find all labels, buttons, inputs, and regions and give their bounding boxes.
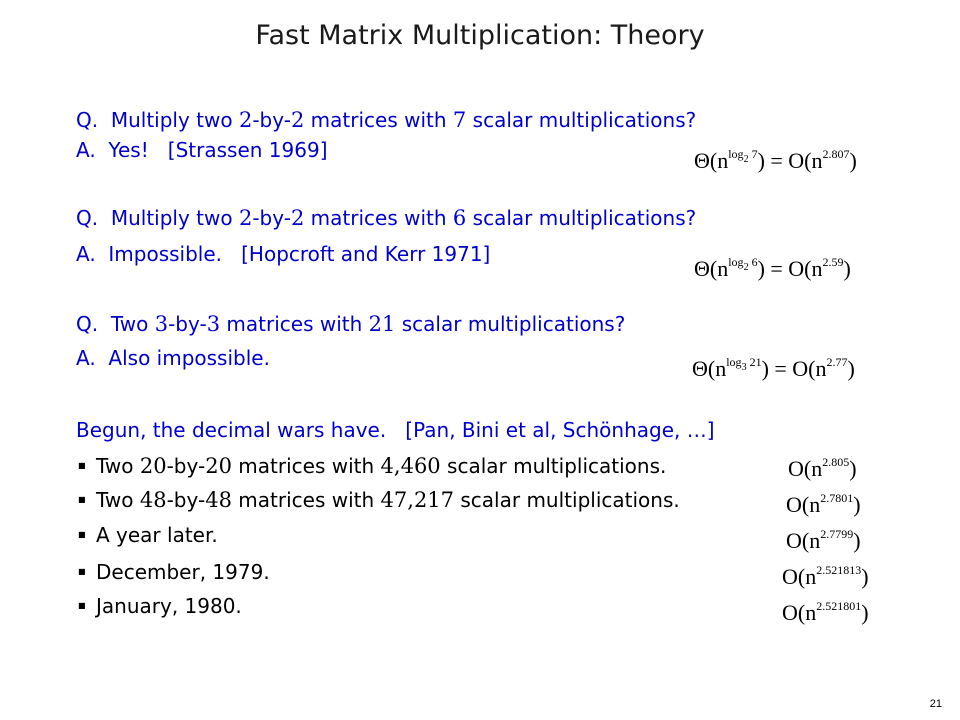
list-item: Two 48-by-48 matrices with 47,217 scalar multiplications. [96, 488, 680, 512]
formula-3: $\Theta(n^{log_3 21}) = O(n^{2.77})$ [692, 355, 855, 381]
slide-title: Fast Matrix Multiplication: Theory [255, 20, 705, 51]
bullet-icon: ■ [78, 530, 86, 539]
list-item: December, 1979. [96, 560, 270, 584]
formula-bullet-3: $O(n^{2.7799})$ [786, 527, 861, 553]
formula-bullet-5: $O(n^{2.521801})$ [782, 599, 869, 625]
formula-1: $\Theta(n^{log_2 7}) = O(n^{2.807})$ [694, 147, 857, 173]
answer-3: A. Also impossible. [76, 346, 270, 370]
question-2: Q. Multiply two 2-by-2 matrices with 6 scalar multiplications? [76, 206, 697, 230]
formula-bullet-4: $O(n^{2.521813})$ [782, 563, 869, 589]
list-item: Two 20-by-20 matrices with 4,460 scalar multiplications. [96, 454, 667, 478]
question-1: Q. Multiply two 2-by-2 matrices with 7 scalar multiplications? [76, 108, 697, 132]
bullet-icon: ■ [78, 567, 86, 576]
bullet-icon: ■ [78, 461, 86, 470]
list-item: January, 1980. [96, 594, 242, 618]
list-item: A year later. [96, 523, 218, 547]
formula-2: $\Theta(n^{log_2 6}) = O(n^{2.59})$ [694, 255, 851, 281]
wars-intro: Begun, the decimal wars have. [Pan, Bini et al, Schönhage, …] [76, 418, 715, 442]
bullet-icon: ■ [78, 601, 86, 610]
answer-2: A. Impossible. [Hopcroft and Kerr 1971] [76, 242, 491, 266]
answer-1: A. Yes! [Strassen 1969] [76, 138, 328, 162]
formula-bullet-1: $O(n^{2.805})$ [788, 455, 857, 481]
page-number: 21 [929, 698, 942, 710]
question-3: Q. Two 3-by-3 matrices with 21 scalar multiplications? [76, 312, 626, 336]
bullet-icon: ■ [78, 495, 86, 504]
formula-bullet-2: $O(n^{2.7801})$ [786, 491, 861, 517]
